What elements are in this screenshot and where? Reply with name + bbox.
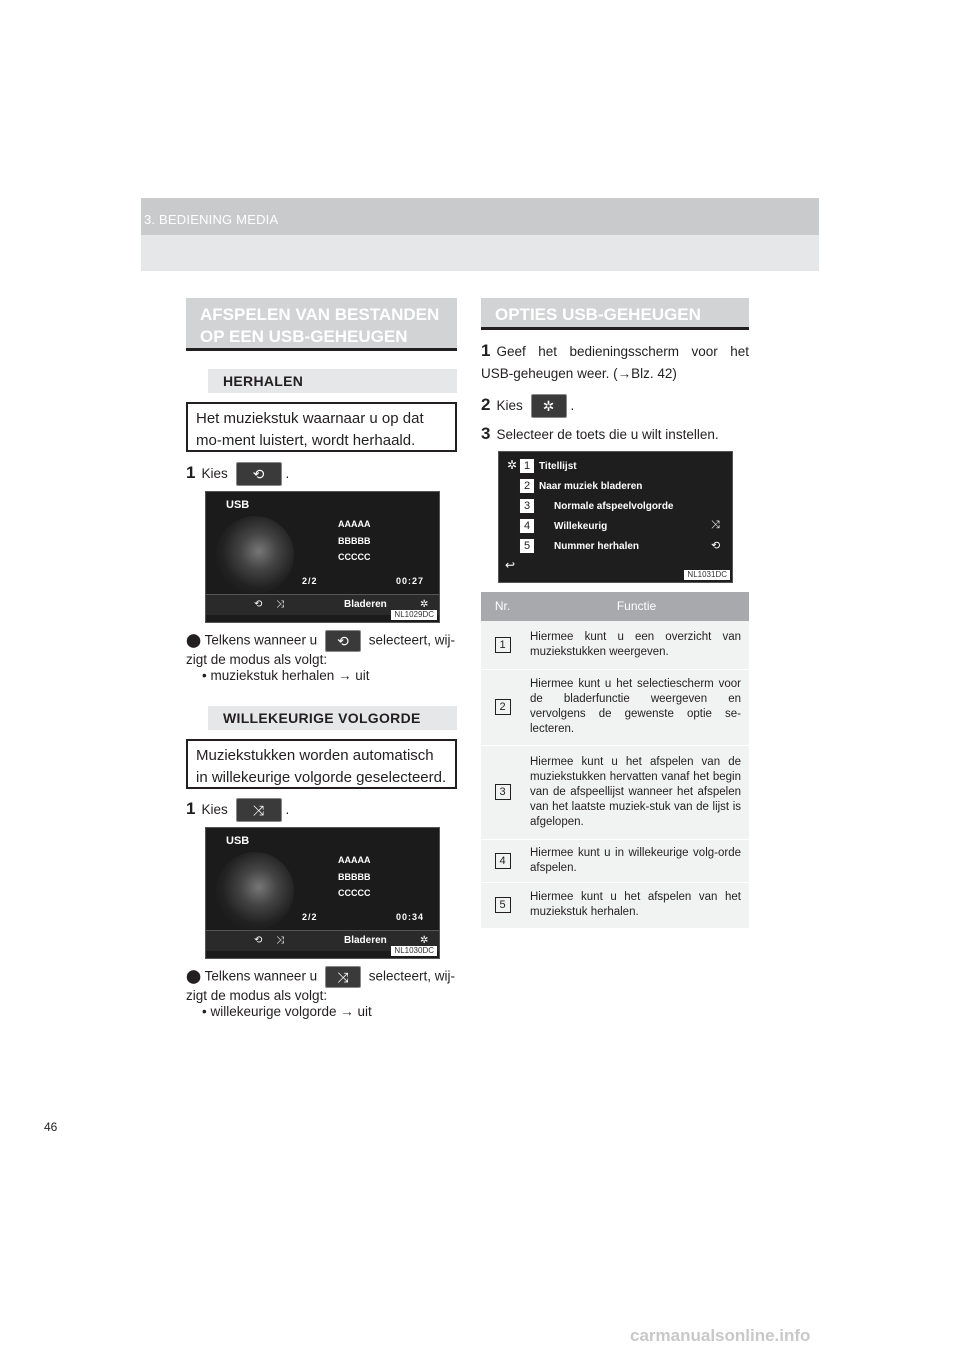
row-number-cell bbox=[481, 839, 524, 882]
step-end: . bbox=[285, 466, 290, 481]
row-number-cell bbox=[481, 745, 524, 839]
step-text: Kies bbox=[201, 466, 228, 481]
row-number: 2 bbox=[495, 699, 511, 715]
row-number-cell bbox=[481, 621, 524, 669]
repeat-button-icon-inline: ⟲ bbox=[325, 630, 361, 652]
subheading-marker bbox=[186, 706, 208, 730]
row-number: 5 bbox=[495, 897, 511, 913]
menu-item-3: Normale afspeelvolgorde bbox=[554, 501, 674, 512]
row-description: Hiermee kunt u in willekeurige volg-orde afspelen. bbox=[524, 839, 749, 882]
row-description: Hiermee kunt u het afspelen van het muziekstuk herhalen. bbox=[524, 882, 749, 928]
step-1-options bbox=[481, 340, 749, 385]
watermark: carmanualsonline.info bbox=[630, 1326, 811, 1345]
usb-screen-shuffle bbox=[205, 827, 440, 959]
track-2: BBBBB bbox=[338, 536, 371, 546]
usb-options-screen bbox=[498, 451, 733, 583]
step-number: 1 bbox=[186, 463, 196, 482]
step-text: Kies bbox=[201, 802, 228, 817]
subheading-shuffle-label: WILLEKEURIGE VOLGORDE bbox=[223, 710, 421, 726]
step-number: 1 bbox=[186, 799, 196, 818]
settings-icon: ✲ bbox=[420, 935, 429, 946]
browse-button: Bladeren bbox=[344, 599, 387, 610]
repeat-icon: ⟲ bbox=[711, 540, 721, 552]
note-shuffle: Muziekstukken worden automatisch in willekeurige volgorde geselecteerd. bbox=[186, 739, 457, 789]
step-text: Geef het bedieningsscherm voor het USB-geheugen weer. (→Blz. 42) bbox=[481, 344, 749, 381]
back-icon: ↩ bbox=[505, 558, 516, 572]
step-shuffle bbox=[186, 798, 289, 822]
column-header-functie: Functie bbox=[524, 592, 749, 621]
settings-icon: ✲ bbox=[507, 458, 518, 472]
track-1: AAAAA bbox=[338, 855, 371, 865]
menu-item-5: Nummer herhalen bbox=[554, 541, 640, 552]
subheading-marker bbox=[186, 369, 208, 393]
track-2: BBBBB bbox=[338, 872, 371, 882]
callout-4: 4 bbox=[519, 518, 535, 534]
column-header-nr: Nr. bbox=[481, 592, 524, 621]
menu-item-1: Titellijst bbox=[539, 461, 577, 472]
table-row bbox=[481, 745, 749, 839]
table-row bbox=[481, 839, 749, 882]
step-number: 1 bbox=[481, 341, 491, 360]
screen-code: NL1029DC bbox=[391, 610, 437, 620]
subheading-repeat bbox=[186, 369, 457, 393]
repeat-button-icon: ⟲ bbox=[236, 462, 282, 486]
track-counter: 2/2 bbox=[302, 576, 318, 586]
section-title-usb-playback: AFSPELEN VAN BESTANDEN OP EEN USB-GEHEUGEN bbox=[186, 298, 457, 351]
browse-button: Bladeren bbox=[344, 935, 387, 946]
step-end: . bbox=[570, 398, 575, 413]
menu-item-4: Willekeurig bbox=[554, 521, 608, 532]
row-description: Hiermee kunt u een overzicht van muziekstukken weergeven. bbox=[524, 621, 749, 669]
table-row bbox=[481, 621, 749, 669]
bullet-shuffle: ⬤ Telkens wanneer u ⤨ selecteert, wij-zigt de modus als volgt: • willekeurige volgorde → uit bbox=[186, 966, 461, 1020]
row-number: 4 bbox=[495, 853, 511, 869]
bullet-mode: • muziekstuk herhalen → uit bbox=[202, 668, 370, 683]
step-end: . bbox=[285, 802, 290, 817]
repeat-icon: ⟲ bbox=[254, 599, 263, 610]
chapter-title: 3. BEDIENING MEDIA bbox=[144, 212, 279, 227]
usb-screen-source: USB bbox=[226, 835, 250, 847]
settings-icon: ✲ bbox=[420, 599, 429, 610]
row-description: Hiermee kunt u het selectiescherm voor de bladerfunctie weergeven en vervolgens de gewenste optie se-lecteren. bbox=[524, 669, 749, 745]
usb-screen-repeat bbox=[205, 491, 440, 623]
step-number: 2 bbox=[481, 395, 491, 414]
step-2-options bbox=[481, 394, 574, 418]
chapter-header bbox=[141, 198, 819, 271]
row-description: Hiermee kunt u het afspelen van de muziekstukken hervatten vanaf het begin van de afspeellijst wanneer het afspelen van het laatste muziek-stuk van de lijst is afgelopen. bbox=[524, 745, 749, 839]
screen-code: NL1031DC bbox=[684, 570, 730, 580]
shuffle-icon: ⤨ bbox=[276, 599, 284, 610]
step-number: 3 bbox=[481, 424, 491, 443]
track-counter: 2/2 bbox=[302, 912, 318, 922]
bullet-post: selecteert, wij-zigt de modus als volgt: bbox=[186, 632, 456, 667]
row-number-cell bbox=[481, 669, 524, 745]
shuffle-icon: ⤨ bbox=[276, 935, 284, 946]
album-art-disc bbox=[216, 516, 294, 594]
track-1: AAAAA bbox=[338, 519, 371, 529]
shuffle-button-icon: ⤨ bbox=[236, 798, 282, 822]
note-repeat: Het muziekstuk waarnaar u op dat mo-ment luistert, wordt herhaald. bbox=[186, 402, 457, 452]
bullet-pre: Telkens wanneer u bbox=[204, 968, 318, 984]
shuffle-icon: ⤨ bbox=[711, 519, 720, 531]
row-number: 3 bbox=[495, 784, 511, 800]
menu-item-2: Naar muziek bladeren bbox=[539, 481, 643, 492]
bullet-post: selecteert, wij-zigt de modus als volgt: bbox=[186, 968, 456, 1003]
subheading-repeat-label: HERHALEN bbox=[223, 373, 304, 389]
table-row bbox=[481, 669, 749, 745]
usb-screen-source: USB bbox=[226, 499, 250, 511]
section-title-usb-options: OPTIES USB-GEHEUGEN bbox=[481, 298, 749, 330]
row-number: 1 bbox=[495, 637, 511, 653]
step-text: Selecteer de toets die u wilt instellen. bbox=[496, 427, 719, 442]
track-3: CCCCC bbox=[338, 888, 371, 898]
screen-code: NL1030DC bbox=[391, 946, 437, 956]
track-3: CCCCC bbox=[338, 552, 371, 562]
elapsed-time: 00:27 bbox=[396, 576, 425, 586]
step-text: Kies bbox=[496, 398, 523, 413]
callout-3: 3 bbox=[519, 498, 535, 514]
elapsed-time: 00:34 bbox=[396, 912, 425, 922]
step-repeat bbox=[186, 462, 289, 486]
bullet-repeat: ⬤ Telkens wanneer u ⟲ selecteert, wij-zigt de modus als volgt: • muziekstuk herhalen → uit bbox=[186, 630, 461, 684]
function-table bbox=[481, 592, 749, 929]
page-number: 46 bbox=[44, 1120, 58, 1134]
table-row bbox=[481, 882, 749, 928]
callout-2: 2 bbox=[519, 478, 535, 494]
subheading-shuffle bbox=[186, 706, 457, 730]
callout-5: 5 bbox=[519, 538, 535, 554]
bullet-pre: Telkens wanneer u bbox=[204, 632, 318, 648]
repeat-icon: ⟲ bbox=[254, 935, 263, 946]
callout-1: 1 bbox=[519, 458, 535, 474]
shuffle-button-icon-inline: ⤨ bbox=[325, 966, 361, 988]
album-art-disc bbox=[216, 852, 294, 930]
table-header-row bbox=[481, 592, 749, 621]
bullet-mode: • willekeurige volgorde → uit bbox=[202, 1004, 372, 1019]
settings-button-icon: ✲ bbox=[531, 394, 567, 418]
row-number-cell bbox=[481, 882, 524, 928]
step-3-options bbox=[481, 423, 719, 446]
